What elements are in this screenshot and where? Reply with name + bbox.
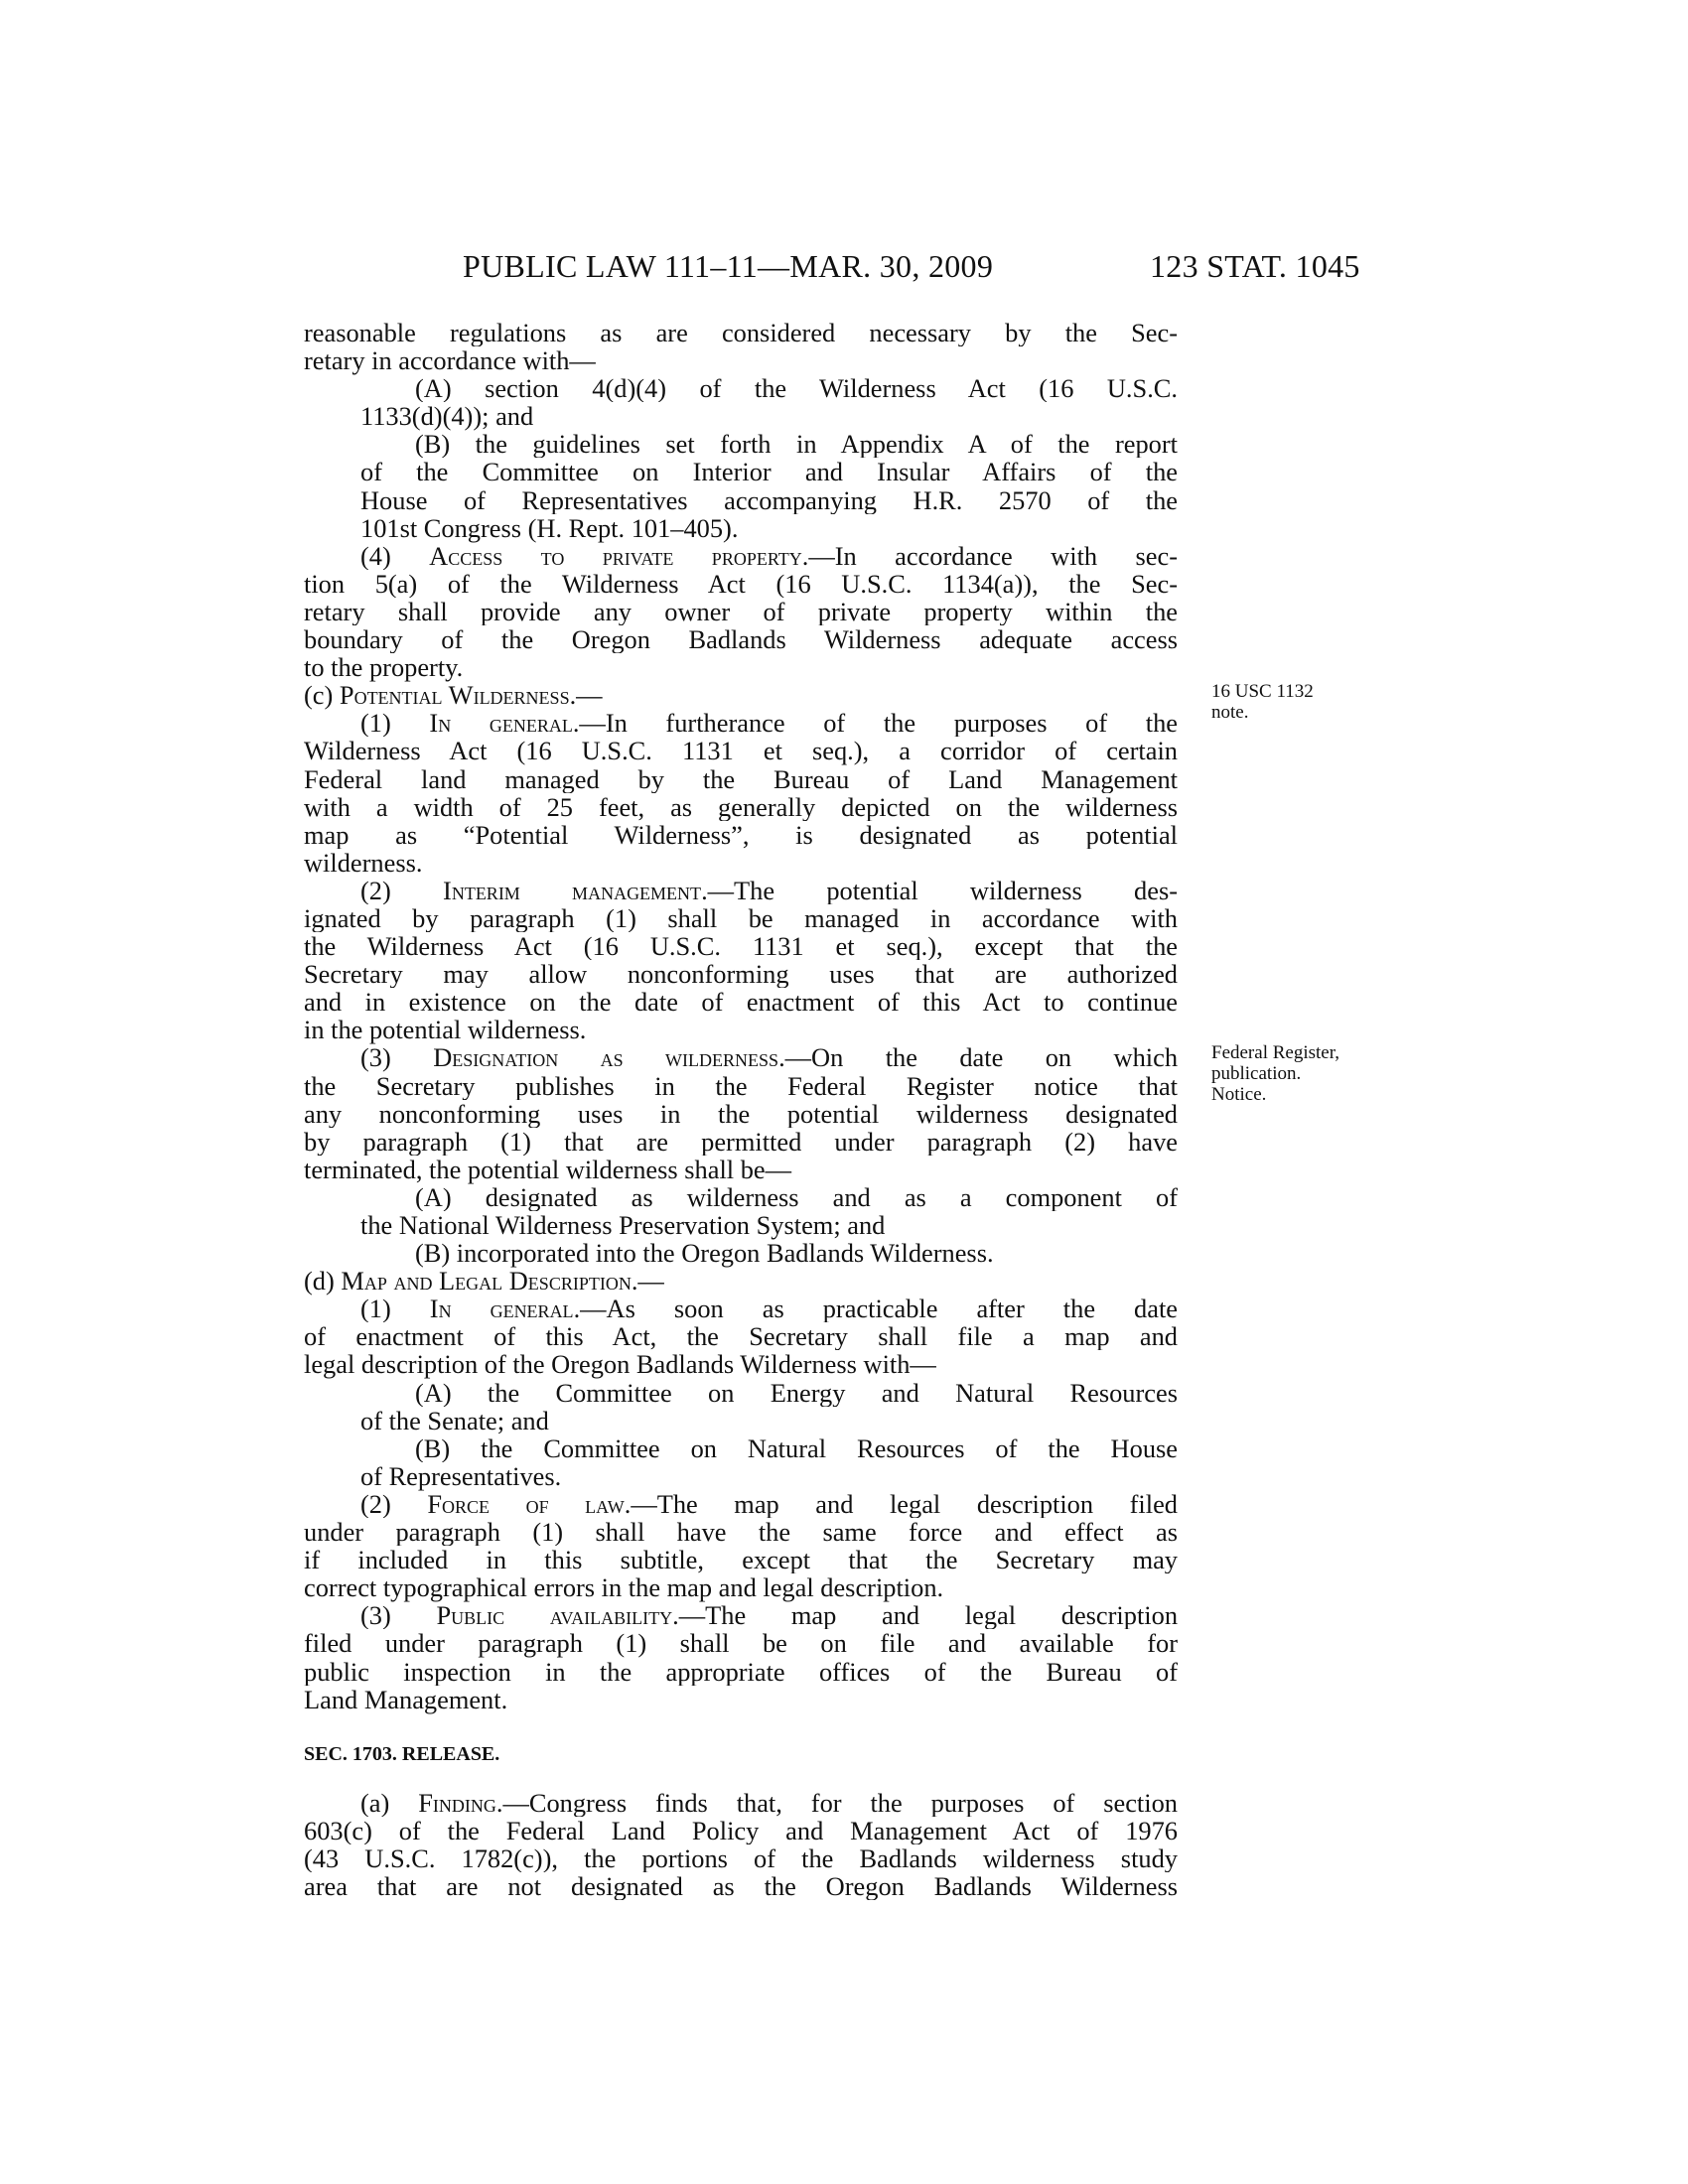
section-heading: SEC. 1703. RELEASE. <box>304 1743 500 1765</box>
margin-note-line: 16 USC 1132 <box>1211 681 1314 702</box>
para-heading: Map and Legal Description <box>341 1266 632 1297</box>
text-line: retary in accordance with— <box>304 345 596 376</box>
text-line: (A) designated as wilderness and as a component of <box>415 1182 1178 1211</box>
text-line: with a width of 25 feet, as generally depicted on the wilderness <box>304 792 1178 821</box>
text-line: to the property. <box>304 652 464 683</box>
text-line: map as “Potential Wilderness”, is designated as potential <box>304 820 1178 849</box>
text-line: of the Committee on Interior and Insular Affairs of the <box>360 458 1178 486</box>
text-line: Land Management. <box>304 1684 508 1714</box>
para-number: (1) <box>360 709 430 738</box>
text-line: (43 U.S.C. 1782(c)), the portions of the Badlands wilderness study <box>304 1844 1178 1873</box>
text-line: the Wilderness Act (16 U.S.C. 1131 et seq.), except that the <box>304 932 1178 961</box>
para-number: (3) <box>360 1043 434 1072</box>
text-line: of the Senate; and <box>360 1405 549 1435</box>
text-line: 101st Congress (H. Rept. 101–405). <box>360 512 739 543</box>
text-line: (B) the Committee on Natural Resources of the House <box>415 1433 1178 1462</box>
text-line: Federal land managed by the Bureau of Land Management <box>304 764 1178 793</box>
para-heading: Designation as wilderness <box>433 1043 779 1072</box>
paragraph-c1-lead <box>304 709 1178 737</box>
para-text: .—The map and legal description <box>672 1601 1178 1630</box>
text-line: of enactment of this Act, the Secretary shall file a map and <box>304 1322 1178 1351</box>
text-line: 603(c) of the Federal Land Policy and Management Act of 1976 <box>304 1817 1178 1845</box>
para-text: .— <box>631 1266 664 1297</box>
text-line: Secretary may allow nonconforming uses that are authorized <box>304 960 1178 989</box>
text-line: area that are not designated as the Oregon Badlands Wilderness <box>304 1872 1178 1901</box>
text-line: (B) incorporated into the Oregon Badlands Wilderness. <box>415 1238 994 1269</box>
text-line: (A) section 4(d)(4) of the Wilderness Act (16 U.S.C. <box>415 374 1178 403</box>
para-heading: Interim management <box>443 876 702 904</box>
paragraph-a-lead <box>304 1789 1178 1817</box>
paragraph-d2-lead <box>304 1490 1178 1518</box>
subsection-d-heading <box>304 1267 1178 1295</box>
para-text: .—On the date on which <box>778 1043 1178 1072</box>
text-line: correct typographical errors in the map and legal description. <box>304 1572 944 1603</box>
paragraph-c2-lead <box>304 877 1178 904</box>
para-number: (c) <box>304 680 340 711</box>
para-text: .— <box>569 680 603 711</box>
section-1703 <box>304 1725 1178 1900</box>
paragraph-d1-lead <box>304 1295 1178 1322</box>
paragraph-d3-lead <box>304 1601 1178 1629</box>
para-heading: Access to private property <box>429 541 802 570</box>
para-heading: In general <box>429 709 573 738</box>
text-line: House of Representatives accompanying H.R. 2570 of the <box>360 485 1178 514</box>
para-text: .—The potential wilderness des- <box>701 876 1178 904</box>
para-number: (4) <box>360 541 430 570</box>
text-line: terminated, the potential wilderness shall be— <box>304 1154 792 1184</box>
text-line: in the potential wilderness. <box>304 1015 587 1045</box>
text-line: of Representatives. <box>360 1460 562 1491</box>
text-line: the Secretary publishes in the Federal Register notice that <box>304 1071 1178 1100</box>
text-line: by paragraph (1) that are permitted under paragraph (2) have <box>304 1127 1178 1156</box>
para-text: .—In accordance with sec- <box>801 541 1178 570</box>
text-line: under paragraph (1) shall have the same force and effect as <box>304 1518 1178 1547</box>
text-line: public inspection in the appropriate offices of the Bureau of <box>304 1657 1178 1686</box>
text-line: any nonconforming uses in the potential wilderness designated <box>304 1099 1178 1128</box>
margin-note-usc <box>1211 681 1314 723</box>
margin-note-line: Federal Register, <box>1211 1042 1340 1063</box>
text-line: and in existence on the date of enactment of this Act to continue <box>304 988 1178 1017</box>
body-text <box>304 319 1178 1713</box>
para-text: .—As soon as practicable after the date <box>573 1295 1178 1323</box>
text-line: (B) the guidelines set forth in Appendix A of the report <box>415 430 1178 459</box>
text-line: 1133(d)(4)); and <box>360 401 534 432</box>
para-heading: Finding <box>418 1789 496 1818</box>
margin-note-line: Notice. <box>1211 1084 1267 1105</box>
text-line: if included in this subtitle, except that the Secretary may <box>304 1546 1178 1574</box>
para-number: (2) <box>360 876 444 904</box>
text-line: retary shall provide any owner of private property within the <box>304 597 1178 626</box>
para-heading: Potential Wilderness <box>339 680 570 711</box>
para-text: .—In furtherance of the purposes of the <box>572 709 1178 738</box>
para-heading: Force of law <box>427 1489 625 1519</box>
text-line: tion 5(a) of the Wilderness Act (16 U.S.C. 1134(a)), the Sec- <box>304 569 1178 598</box>
text-line: filed under paragraph (1) shall be on file and available for <box>304 1629 1178 1658</box>
text-line: Wilderness Act (16 U.S.C. 1131 et seq.), a corridor of certain <box>304 737 1178 765</box>
para-number: (d) <box>304 1266 342 1297</box>
page-header-stat: 123 STAT. 1045 <box>1150 248 1360 284</box>
text-line: the National Wilderness Preservation System; and <box>360 1210 886 1240</box>
paragraph-c3-lead <box>304 1043 1178 1071</box>
text-line: wilderness. <box>304 847 423 878</box>
subsection-c-heading <box>304 681 1178 709</box>
margin-note-line: publication. <box>1211 1063 1302 1084</box>
margin-note-line: note. <box>1211 702 1249 723</box>
margin-note-federal-register <box>1211 1042 1339 1105</box>
para-number: (2) <box>360 1489 428 1519</box>
para-heading: Public availability <box>436 1601 673 1630</box>
text-line: legal description of the Oregon Badlands Wilderness with— <box>304 1349 936 1380</box>
para-number: (1) <box>360 1295 430 1323</box>
para-text: .—The map and legal description filed <box>624 1489 1178 1519</box>
para-number: (3) <box>360 1601 437 1630</box>
para-text: .—Congress finds that, for the purposes of section <box>495 1789 1178 1818</box>
text-line: reasonable regulations as are considered necessary by the Sec- <box>304 319 1178 347</box>
para-number: (a) <box>360 1789 419 1818</box>
text-line: (A) the Committee on Energy and Natural Resources <box>415 1378 1178 1407</box>
paragraph-4-lead <box>304 542 1178 570</box>
para-heading: In general <box>429 1295 574 1323</box>
page-header-title: PUBLIC LAW 111–11—MAR. 30, 2009 <box>463 248 994 284</box>
text-line: ignated by paragraph (1) shall be managed in accordance with <box>304 903 1178 933</box>
text-line: boundary of the Oregon Badlands Wilderness adequate access <box>304 625 1178 654</box>
